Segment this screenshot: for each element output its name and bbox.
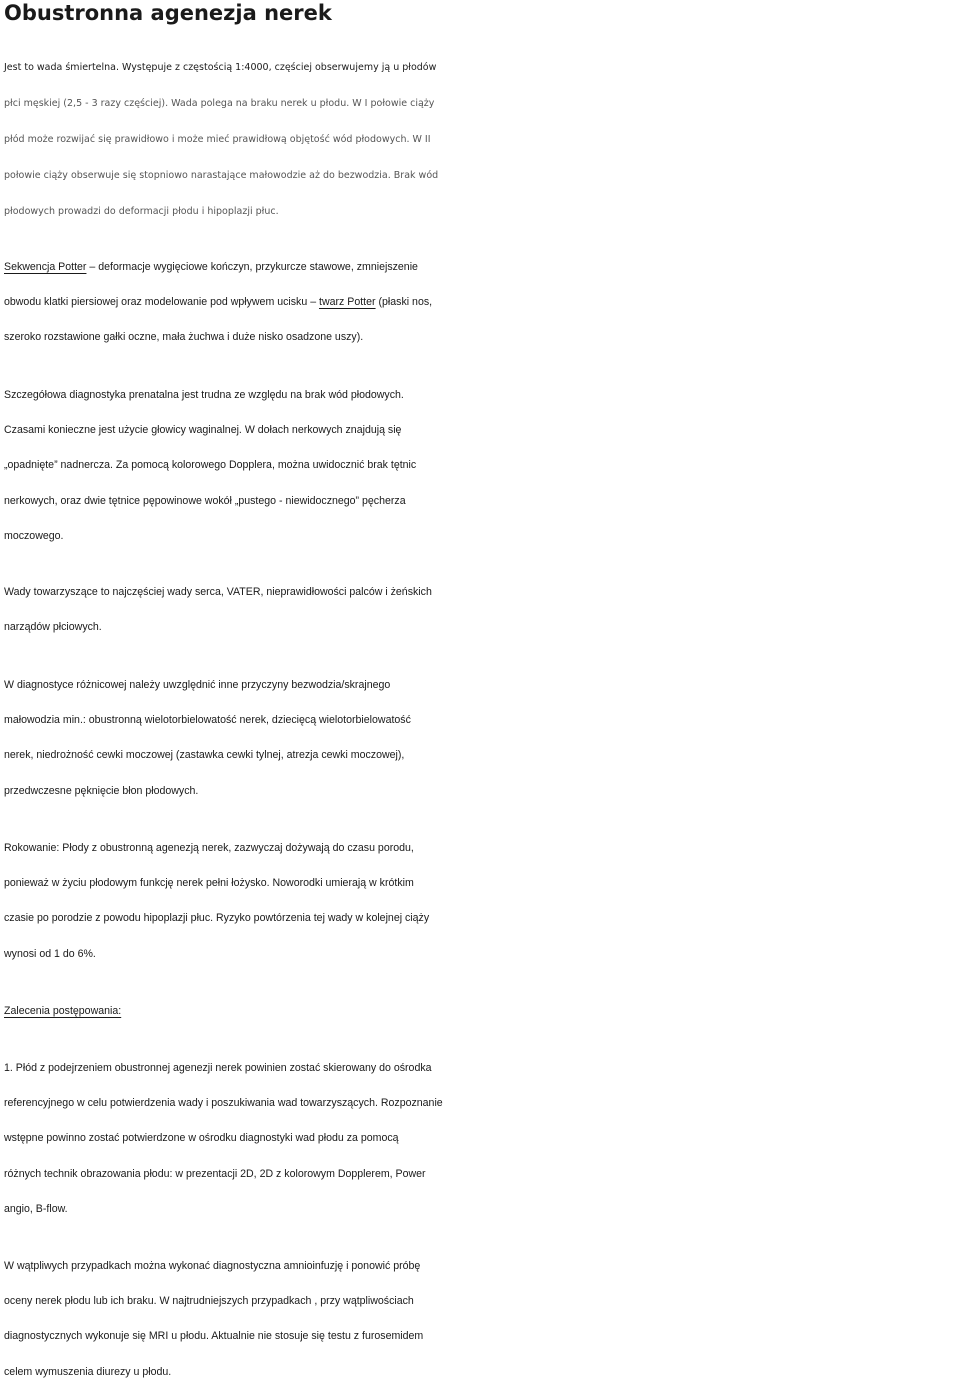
text-line: celem wymuszenia diurezy u płodu. xyxy=(4,1365,172,1378)
document-title: Obustronna agenezja nerek xyxy=(4,1,332,25)
diagnostics-paragraph xyxy=(4,378,960,554)
text-line: Rokowanie: Płody z obustronną agenezją nerek, zazwyczaj dożywają do czasu porodu, xyxy=(4,842,414,854)
text-span: obwodu klatki piersiowej oraz modelowanie pod wpływem ucisku – xyxy=(4,296,320,309)
doubtful-cases-paragraph xyxy=(4,1249,960,1390)
text-line: W wątpliwych przypadkach można wykonać diagnostyczna amnioinfuzję i ponowić próbę xyxy=(4,1260,421,1272)
text-line: 1. Płód z podejrzeniem obustronnej agenezji nerek powinien zostać skierowany do ośrodka xyxy=(4,1062,432,1074)
text-line: „opadnięte” nadnercza. Za pomocą kolorowego Dopplera, można uwidocznić brak tętnic xyxy=(4,459,417,472)
potter-face-term: twarz Potter xyxy=(319,296,376,309)
text-line: angio, B-flow. xyxy=(4,1202,68,1215)
prognosis-paragraph xyxy=(4,831,960,972)
text-line: narządów płciowych. xyxy=(4,621,102,634)
potter-sequence-term: Sekwencja Potter xyxy=(4,261,87,273)
text-line: Jest to wada śmiertelna. Występuje z częstością 1:4000, częściej obserwujemy ją u płodów xyxy=(4,62,437,73)
text-line: Czasami konieczne jest użycie głowicy waginalnej. W dołach nerkowych znajdują się xyxy=(4,424,402,437)
associated-defects-paragraph xyxy=(4,575,960,645)
text-line: małowodzia min.: obustronną wielotorbielowatość nerek, dziecięcą wielotorbielowatość xyxy=(4,714,411,727)
text-line: ponieważ w życiu płodowym funkcję nerek pełni łożysko. Noworodki umierają w krótkim xyxy=(4,877,414,890)
text-line: różnych technik obrazowania płodu: w prezentacji 2D, 2D z kolorowym Dopplerem, Power xyxy=(4,1167,426,1180)
text-line: diagnostycznych wykonuje się MRI u płodu. Aktualnie nie stosuje się testu z furosemidem xyxy=(4,1330,424,1343)
text-line xyxy=(4,250,960,285)
recommendations-heading xyxy=(4,994,960,1029)
text-line: Szczegółowa diagnostyka prenatalna jest trudna ze względu na brak wód płodowych. xyxy=(4,389,404,401)
text-span: – deformacje wygięciowe kończyn, przykurcze stawowe, zmniejszenie xyxy=(86,261,418,273)
text-line: nerek, niedrożność cewki moczowej (zastawka cewki tylnej, atrezja cewki moczowej), xyxy=(4,749,405,762)
text-line: płci męskiej (2,5 - 3 razy częściej). Wada polega na braku nerek u płodu. W I połowie ciąży xyxy=(4,98,435,109)
text-line: W diagnostyce różnicowej należy uwzględnić inne przyczyny bezwodzia/skrajnego xyxy=(4,679,391,691)
text-line: nerkowych, oraz dwie tętnice pępowinowe wokół „pustego - niewidocznego” pęcherza xyxy=(4,494,406,507)
text-line: referencyjnego w celu potwierdzenia wady i poszukiwania wad towarzyszących. Rozpoznanie xyxy=(4,1097,443,1110)
text-line: płód może rozwijać się prawidłowo i może mieć prawidłową objętość wód płodowych. W II xyxy=(4,134,431,145)
differential-diagnosis-paragraph xyxy=(4,668,960,809)
text-line: przedwczesne pęknięcie błon płodowych. xyxy=(4,784,199,797)
text-line: wstępne powinno zostać potwierdzone w ośrodku diagnostyki wad płodu za pomocą xyxy=(4,1132,399,1145)
intro-paragraph xyxy=(4,50,960,230)
text-line: moczowego. xyxy=(4,529,64,542)
text-line: wynosi od 1 do 6%. xyxy=(4,947,96,960)
text-line: oceny nerek płodu lub ich braku. W najtrudniejszych przypadkach , przy wątpliwościach xyxy=(4,1295,414,1308)
text-line: szeroko rozstawione gałki oczne, mała żuchwa i duże nisko osadzone uszy). xyxy=(4,331,364,344)
text-line: Wady towarzyszące to najczęściej wady serca, VATER, nieprawidłowości palców i żeńskich xyxy=(4,586,432,598)
text-line: czasie po porodzie z powodu hipoplazji płuc. Ryzyko powtórzenia tej wady w kolejnej ciąży xyxy=(4,912,430,925)
text-line: płodowych prowadzi do deformacji płodu i hipoplazji płuc. xyxy=(4,206,279,217)
text-span: (płaski nos, xyxy=(375,296,433,309)
text-line xyxy=(4,285,960,320)
recommendation-1-paragraph xyxy=(4,1051,960,1227)
text-line: połowie ciąży obserwuje się stopniowo narastające małowodzie aż do bezwodzia. Brak wód xyxy=(4,170,439,181)
potter-sequence-paragraph xyxy=(4,250,960,356)
text-line: Zalecenia postępowania: xyxy=(4,1005,122,1017)
